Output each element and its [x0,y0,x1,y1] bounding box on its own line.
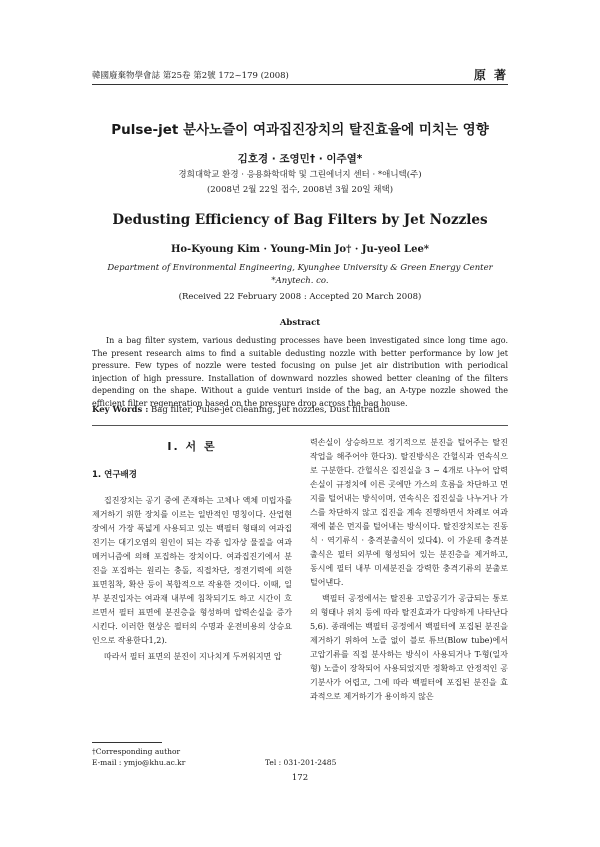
body-paragraph: 집진장치는 공기 중에 존재하는 고체나 액체 미립자를 제거하기 위한 장치를 이르는 일반적인 명칭이다. 산업현장에서 가장 폭넓게 사용되고 있는 백필터 형태의 여과집진기는 대기오염의 원인이 되는 각종 입자상 물질을 여과 메커니즘에 의해 포집하는 장치이다. 여과집진기에서 분진을 포집하는 원리는 충돌, 직접차단, 정전기력에 의한 표면침착, 확산 등이 복합적으로 작용한 것이다. 이때, 일부 분진입자는 여과재 내부에 침착되기도 하고 시간이 흐르면서 필터 표면에 분진층을 형성하며 압력손실을 증가시킨다. 이러한 현상은 필터의 수명과 운전비용의 상승요인으로 작용한다1,2). [92,496,292,645]
keywords-rule [92,425,508,426]
footnote [92,742,337,768]
authors-english: Ho-Kyoung Kim · Young-Min Jo† · Ju-yeol Lee* [170,244,430,255]
abstract-text: In a bag filter system, various dedusting processes have been investigated since long time ago. The present research aims to find a suitable dedusting nozzle with better performance by low jet pressure. Few types of nozzle were tested focusing on pulse jet air distribution with periodical injection of high pressure. Installation of downward nozzles showed better cleaning of the filters depending on the shape. Without a guide venturi inside of the bag, an A-type nozzle showed the efficient filter regeneration based on the pressure drop across the bag house. [92,336,508,408]
affiliation-english: Department of Environmental Engineering, Kyunghee University & Green Energy Center [107,263,493,273]
right-column [310,436,508,706]
footnote-email: E-mail : ymjo@khu.ac.kr [92,758,186,767]
keywords-list: Bag filter, Pulse-jet cleaning, Jet nozzles, Dust filtration [151,405,390,415]
abstract-heading: Abstract [279,318,321,328]
footnote-tel: Tel : 031-201-2485 [265,758,337,767]
company-english: *Anytech. co. [271,276,329,286]
section-title: I. 서 론 [167,440,217,453]
body-paragraph: 력손실이 상승하므로 정기적으로 분진을 털어주는 탈진작업을 해주어야 한다3). 탈진방식은 간헐식과 연속식으로 구분한다. 간헐식은 집진실을 3 ~ 4개로 나누어 압력손실이 규정치에 이른 곳에만 가스의 흐름을 차단하고 먼지를 털어내는 방식이며, 연속식은 집진실을 나누거나 가스를 차단하지 않고 집진을 계속 진행하면서 차례로 여과재에 붙은 먼지를 털어내는 방식이다. 탈진장치로는 진동식 · 역기류식 · 충격분출식이 있다4). 이 가운데 충격분출식은 필터 외부에 형성되어 있는 분진층을 제거하고, 동시에 필터 내부 미세분진을 강력한 충격기류의 분출로 털어낸다. [310,438,508,587]
body-paragraph: 따라서 필터 표면의 분진이 지나치게 두꺼워지면 압 [104,652,282,661]
dates-korean: (2008년 2월 22일 접수, 2008년 3월 20일 채택) [206,185,394,195]
title-korean: Pulse-jet 분사노즐이 여과집진장치의 탈진효율에 미치는 영향 [111,122,489,138]
dates-english: (Received 22 February 2008 : Accepted 20 March 2008) [178,292,422,302]
header-rule [92,84,508,85]
body-paragraph: 백필터 공정에서는 탈진용 고압공기가 공급되는 통로의 형태나 위치 등에 따라 탈진효과가 다양하게 나타난다5,6). 종래에는 백필터 공정에서 백필터에 포집된 분진을 제거하기 위하여 노즐 없이 블로 튜브(Blow tube)에서 고압기류를 직접 분사하는 방식이 사용되거나 T-형(일자형) 노즐이 장착되어 사용되었지만 정확하고 안정적인 공기분사가 어렵고, 그에 따라 백필터에 포집된 분진을 효과적으로 제거하기가 용이하지 않은 [310,594,508,701]
article-type-badge: 原 著 [473,68,508,82]
keywords [92,405,508,415]
left-column [92,436,292,666]
footnote-contact [92,757,337,768]
footnote-rule [92,742,162,743]
authors-korean: 김호경 · 조영민† · 이주열* [237,153,363,165]
page-number: 172 [291,773,309,783]
journal-citation: 韓國廢棄物學會誌 第25卷 第2號 172~179 (2008) [92,71,289,81]
keywords-label: Key Words : [92,405,149,415]
subsection-title: 1. 연구배경 [92,470,137,480]
title-english: Dedusting Efficiency of Bag Filters by Jet Nozzles [112,212,488,228]
corresponding-author: †Corresponding author [92,747,181,756]
affiliation-korean: 경희대학교 환경 · 응용화학대학 및 그린에너지 센터 · *애니텍(주) [178,170,422,180]
running-header [92,66,508,82]
